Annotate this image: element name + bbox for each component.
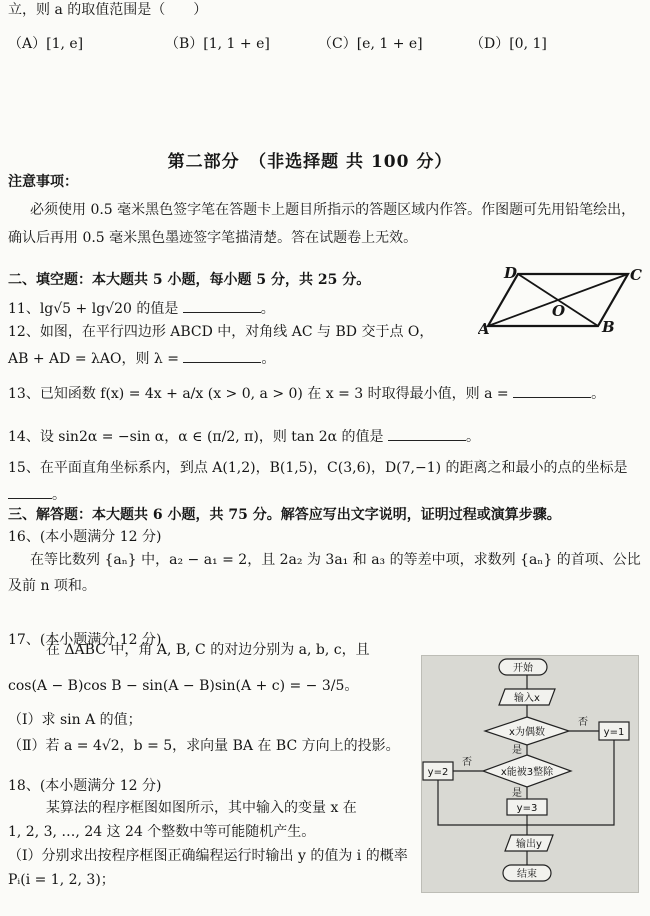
answer-blank-14 xyxy=(388,426,466,441)
question-17-part-1: （Ⅰ）求 sin A 的值； xyxy=(8,712,142,728)
prev-question-tail: 立，则 a 的取值范围是（ ） xyxy=(8,2,208,18)
question-16-line-2: 及前 n 项和。 xyxy=(8,578,96,594)
question-18-header: 18、(本小题满分 12 分) xyxy=(8,778,162,794)
flow-end: 结束 xyxy=(517,869,537,880)
question-14-text: 14、设 sin2α = −sin α，α ∈ (π/2, π)，则 tan 2α 的值是 xyxy=(8,429,384,445)
vertex-label-d: D xyxy=(504,264,518,282)
center-label-o: O xyxy=(552,302,566,320)
notice-line-2: 确认后再用 0.5 毫米黑色墨迹签字笔描清楚。答在试题卷上无效。 xyxy=(8,230,418,246)
question-18-line-1: 某算法的程序框图如图所示，其中输入的变量 x 在 xyxy=(46,800,357,816)
question-18-line-2: 1, 2, 3, …, 24 这 24 个整数中等可能随机产生。 xyxy=(8,824,316,840)
question-18-part-1: （Ⅰ）分别求出按程序框图正确编程运行时输出 y 的值为 i 的概率 xyxy=(8,848,408,864)
answer-blank-12 xyxy=(183,348,261,363)
section-solutions: 三、解答题：本大题共 6 小题，共 75 分。解答应写出文字说明，证明过程或演算步骤。 xyxy=(8,507,561,523)
vertex-label-c: C xyxy=(630,266,642,284)
notice-line-1: 必须使用 0.5 毫米黑色签字笔在答题卡上题目所指示的答题区域内作答。作图题可先用铅笔绘出， xyxy=(30,202,636,218)
question-14: 14、设 sin2α = −sin α，α ∈ (π/2, π)，则 tan 2α 的值是 。 xyxy=(8,426,480,447)
question-11: 11、lg√5 + lg√20 的值是 。 xyxy=(8,298,275,319)
part-two-title: 第二部分 （非选择题 共 100 分） xyxy=(167,152,453,172)
answer-blank-13 xyxy=(513,383,591,398)
flow-start: 开始 xyxy=(513,663,533,674)
flow-cond-even: x为偶数 xyxy=(509,727,545,738)
parallelogram-figure xyxy=(478,260,648,340)
question-13: 13、已知函数 f(x) = 4x + a/x (x > 0, a > 0) 在 x = 3 时取得最小值，则 a = 。 xyxy=(8,383,605,404)
question-13-text: 13、已知函数 f(x) = 4x + a/x (x > 0, a > 0) 在 x = 3 时取得最小值，则 a = xyxy=(8,386,509,402)
flow-y1: y=1 xyxy=(603,727,625,738)
option-b: （B）[1, 1 + e] xyxy=(165,36,270,52)
answer-blank-15 xyxy=(8,484,52,499)
option-c: （C）[e, 1 + e] xyxy=(318,36,423,52)
question-11-text: 11、lg√5 + lg√20 的值是 xyxy=(8,301,179,317)
question-17-line-2: cos(A − B)cos B − sin(A − B)sin(A + c) = − 3/5。 xyxy=(8,678,359,694)
question-12-text: AB + AD = λAO，则 λ = xyxy=(8,351,179,367)
section-fill-blank: 二、填空题：本大题共 5 小题，每小题 5 分，共 25 分。 xyxy=(8,272,371,288)
flow-yes-2: 是 xyxy=(512,788,522,799)
flow-input: 输入x xyxy=(514,693,540,704)
flow-no-1: 否 xyxy=(578,717,588,728)
flow-output: 输出y xyxy=(516,839,542,850)
flow-y2: y=2 xyxy=(427,767,449,778)
flow-yes-1: 是 xyxy=(512,745,522,756)
vertex-label-b: B xyxy=(602,318,615,336)
answer-blank-11 xyxy=(183,298,261,313)
question-17-header: 17、(本小题满分 12 分) xyxy=(8,632,162,648)
question-17-line-1: 在 ΔABC 中，角 A, B, C 的对边分别为 a, b, c，且 xyxy=(46,642,370,658)
question-12-line-2: AB + AD = λAO，则 λ = 。 xyxy=(8,348,275,369)
flow-no-2: 否 xyxy=(462,757,472,768)
option-a: （A）[1, e] xyxy=(8,36,84,52)
question-15-blank-line: 。 xyxy=(8,484,66,505)
flow-cond-div3: x能被3整除 xyxy=(500,767,554,778)
flowchart xyxy=(421,655,637,891)
question-12-line-1: 12、如图，在平行四边形 ABCD 中，对角线 AC 与 BD 交于点 O， xyxy=(8,324,434,340)
vertex-label-a: A xyxy=(478,320,490,338)
question-16-line-1: 在等比数列 {aₙ} 中，a₂ − a₁ = 2，且 2a₂ 为 3a₁ 和 a₃ 的等差中项，求数列 {aₙ} 的首项、公比 xyxy=(30,552,641,568)
option-d: （D）[0, 1] xyxy=(470,36,547,52)
flow-y3: y=3 xyxy=(516,803,538,814)
question-15: 15、在平面直角坐标系内，到点 A(1,2)，B(1,5)，C(3,6)，D(7,−1) 的距离之和最小的点的坐标是 xyxy=(8,460,628,476)
question-16-header: 16、(本小题满分 12 分) xyxy=(8,529,162,545)
question-18-line-4: Pᵢ(i = 1, 2, 3)； xyxy=(8,872,115,888)
notice-heading: 注意事项： xyxy=(8,174,78,190)
question-17-part-2: （Ⅱ）若 a = 4√2，b = 5，求向量 BA 在 BC 方向上的投影。 xyxy=(8,738,400,754)
